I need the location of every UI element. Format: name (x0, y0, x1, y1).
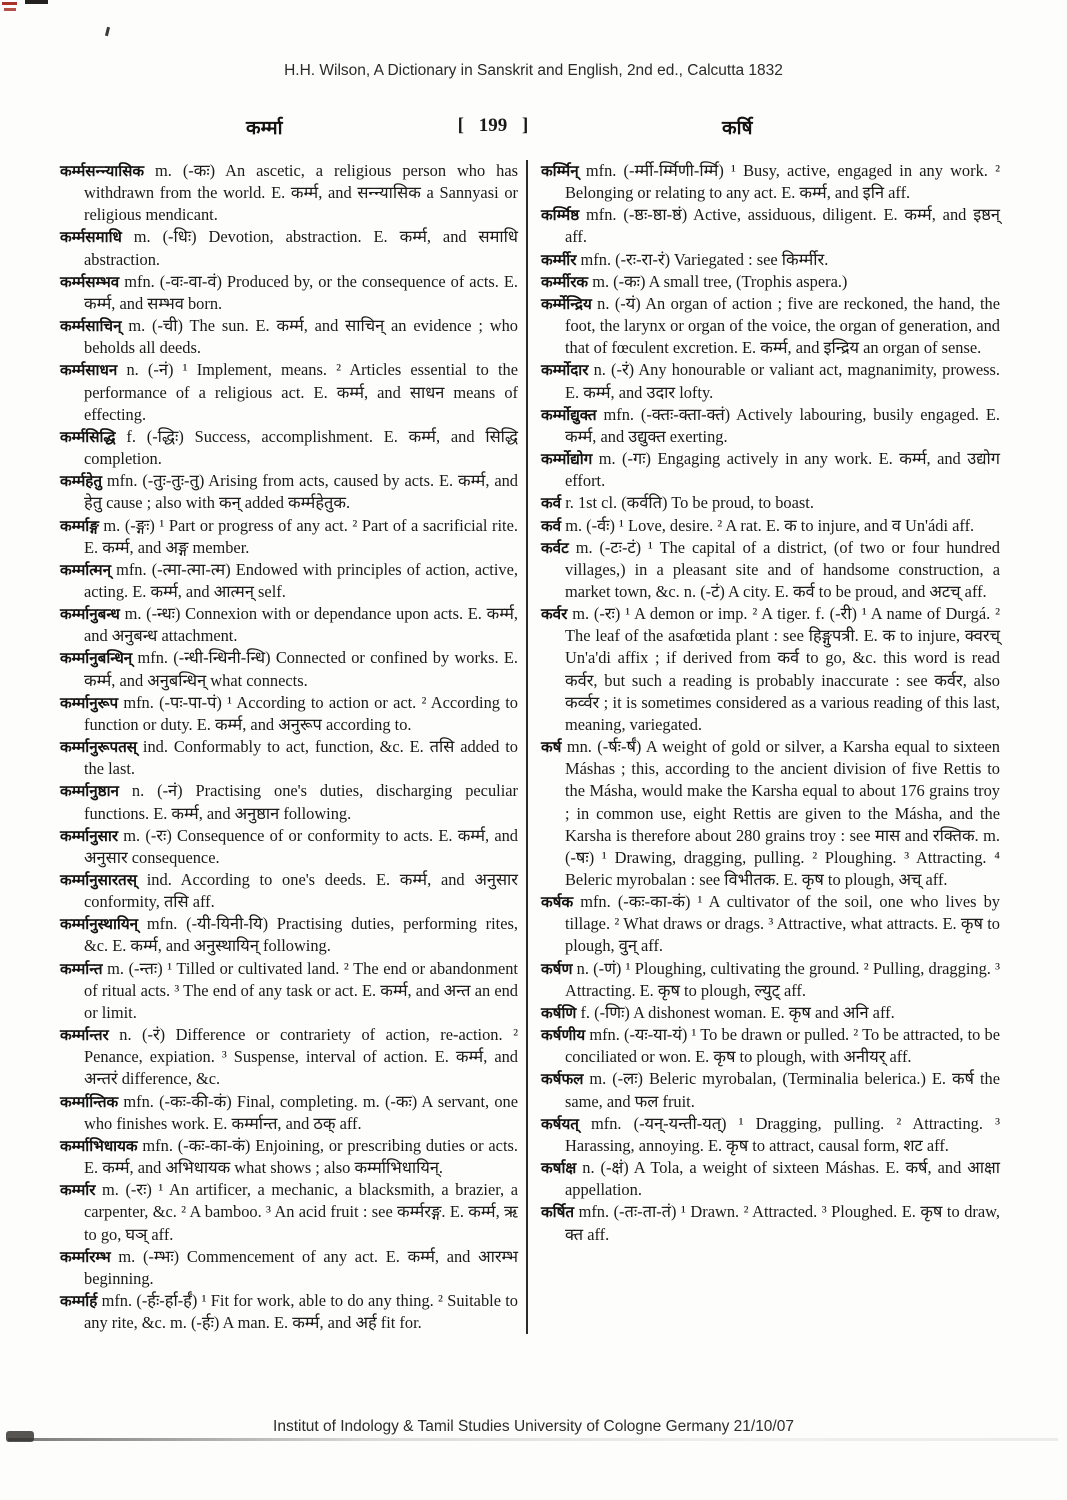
dictionary-entry (541, 160, 1000, 204)
dictionary-entry (60, 1135, 518, 1179)
entry-body: m. (-रः) Consequence of or conformity to acts. E. कर्म्म, and अनुसार consequence. (84, 825, 518, 867)
entry-body: ind. Conformably to act, function, &c. E. तसि added to the last. (84, 737, 518, 779)
dictionary-entry (541, 1113, 1000, 1157)
page-number: [ 199 ] (457, 115, 529, 136)
entry-body: m. (-धिः) Devotion, abstraction. E. कर्म्म, and समाधि abstraction. (84, 227, 518, 269)
entry-body: mfn. (-यी-यिनी-यि) Practising duties, performing rites, &c. E. कर्म्म, and अनुस्थायिन् following. (84, 914, 518, 956)
dictionary-entry (60, 559, 518, 603)
dictionary-entry (60, 780, 518, 824)
dictionary-entry (541, 271, 1000, 293)
entry-body: mfn. (-र्हः-र्हा-र्हं) ¹ Fit for work, able to do any thing. ² Suitable to any rite, &c. m. (-र्हः) A man. E. कर्म्म, and अर्ह fit for. (84, 1290, 518, 1333)
entry-headword: कर्म्मार्ह (60, 1291, 98, 1310)
entry-body: n. (-नं) Practising one's duties, discharging peculiar functions. E. कर्म्म, and अनुष्ठान following. (84, 781, 518, 823)
scan-artifact-dash (25, 0, 48, 4)
entry-headword: कर्वट (541, 538, 569, 557)
scan-caption-footer: Institut of Indology & Tamil Studies University of Cologne Germany 21/10/07 (273, 1418, 794, 1435)
entry-headword: कर्षक (541, 893, 574, 912)
entry-headword: कर्म्मान्तर (60, 1026, 109, 1045)
scan-artifact-smudge-line (8, 1438, 1058, 1441)
dictionary-entry (541, 603, 1000, 736)
entry-body: n. (-रं) Difference or contrariety of action, re-action. ² Penance, expiation. ³ Suspense, interval of action. E. कर्म्म, and अन्तरं difference, &c. (84, 1025, 518, 1089)
entry-headword: कर्म्मसम्भव (60, 272, 120, 291)
entry-body: n. (-यं) An organ of action ; five are reckoned, the hand, the foot, the larynx or organ of the voice, the organ of generation, and that of fœculent excretion. E. कर्म्म, and इन्द्रिय an organ of sense. (565, 293, 1000, 358)
dictionary-entry (541, 958, 1000, 1002)
dictionary-entry (541, 537, 1000, 603)
entry-body: m. (-म्भः) Commencement of any act. E. कर्म्म, and आरम्भ beginning. (84, 1246, 518, 1288)
dictionary-entry (60, 359, 518, 425)
dictionary-entry (541, 492, 1000, 514)
entry-body: m. (-लः) Beleric myrobalan, (Terminalia belerica.) E. कर्ष the same, and फल fruit. (565, 1069, 1000, 1111)
entry-body: mfn. (-कः-का-कं) Enjoining, or prescribing duties or acts. E. कर्म्म, and अभिधायक what shows ; also कर्म्माभिधायिन्. (84, 1135, 518, 1178)
dictionary-entry (541, 891, 1000, 957)
entry-body: m. (-टः-टं) ¹ The capital of a district, (of two or four hundred villages,) in a pleasant site and of handsome construction, a market town, &c. n. (-टं) A city. E. कर्व to be proud, and अटच् aff. (565, 537, 1000, 601)
entry-headword: कर्म्मीर (541, 250, 577, 269)
entry-body: mn. (-र्षः-र्षं) A weight of gold or silver, a Karsha equal to sixteen Máshas ; this, according to the ancient division of five Rettis to the Másha, would make the Karsha equal to about 176 grains troy ; in common use, eight Rettis are given to the Másha, and the Karsha is therefore about 280 grains troy : see मास and रक्तिक. m. (-षः) ¹ Drawing, dragging, pulling. ² Ploughing. ³ Attracting. ⁴ Beleric myrobalan : see विभीतक. E. कृष to plough, अच् aff. (561, 737, 1000, 889)
entry-headword: कर्म्मानुबन्ध (60, 605, 120, 624)
dictionary-entry (60, 160, 518, 226)
dictionary-entry (60, 692, 518, 736)
dictionary-entry (541, 359, 1000, 403)
entry-body: mfn. (-कः-का-कं) ¹ A cultivator of the soil, one who lives by tillage. ² What draws or drags. ³ Attractive, what attracts. E. कृष to plough, वुन् aff. (565, 892, 1000, 956)
entry-headword: कर्म्मोद्योग (541, 450, 593, 469)
entry-headword: कर्षफल (541, 1070, 584, 1089)
dictionary-body (60, 160, 1000, 1334)
entry-headword: कर्म्मानुबन्धिन् (60, 649, 133, 668)
dictionary-entry (541, 736, 1000, 891)
entry-body: mfn. (-क्तः-क्ता-क्तं) Actively labouring, busily engaged. E. कर्म्म, and उद्युक्त exerting. (565, 404, 1000, 446)
entry-body: mfn. (-पः-पा-पं) ¹ According to action or act. ² According to function or duty. E. कर्म्म, and अनुरूप according to. (84, 692, 518, 734)
entry-body: m. (-कः) A small tree, (Trophis aspera.) (588, 271, 848, 291)
entry-body: mfn. (-वः-वा-वं) Produced by, or the consequence of acts. E. कर्म्म, and सम्भव born. (84, 271, 518, 313)
entry-headword: कर्म्माङ्ग (60, 516, 99, 535)
entry-body: m. (-ची) The sun. E. कर्म्म, and साचिन् an evidence ; who beholds all deeds. (84, 316, 518, 358)
dictionary-entry (541, 204, 1000, 248)
dictionary-entry (541, 1024, 1000, 1068)
entry-body: m. (-रः) ¹ An artificer, a mechanic, a blacksmith, a brazier, a carpenter, &c. ² A bamboo. ³ An acid fruit : see कर्म्मरङ्ग. E. कर्म्म, ऋ to go, घञ् aff. (84, 1180, 518, 1244)
dictionary-entry (60, 1024, 518, 1090)
dictionary-entry (541, 1157, 1000, 1201)
entry-headword: कर्म्मानुरूप (60, 693, 119, 712)
dictionary-entry (60, 869, 518, 913)
entry-headword: कर्षित (541, 1203, 575, 1222)
entry-headword: कर्म्मीरक (541, 272, 589, 291)
dictionary-entry (541, 1201, 1000, 1245)
entry-headword: कर्म्मसन्न्यासिक (60, 162, 145, 180)
dictionary-entry (541, 404, 1000, 448)
dictionary-entry (541, 1068, 1000, 1112)
entry-headword: कर्म्मसाधन (60, 361, 118, 380)
red-pen-mark (2, 2, 17, 5)
entry-headword: कर्म्महेतु (60, 472, 103, 491)
entry-body: f. (-णिः) A dishonest woman. E. कृष and अनि aff. (576, 1002, 895, 1022)
running-headword-left: कर्म्मा (246, 117, 283, 139)
entry-headword: कर्ष (541, 738, 562, 757)
dictionary-entry (60, 315, 518, 359)
entry-body: mfn. (-त्मा-त्मा-त्म) Endowed with principles of action, active, acting. E. कर्म्म, and आत्मन् self. (84, 559, 518, 601)
running-headword-right: कर्षि (722, 117, 753, 139)
entry-headword: कर्म्मानुस्थायिन् (60, 915, 139, 934)
entry-headword: कर्म्मोद्युक्त (541, 405, 597, 424)
entry-body: mfn. (-तुः-तुः-तु) Arising from acts, caused by acts. E. कर्म्म, and हेतु cause ; also with कन् added कर्म्महेतुक. (84, 471, 518, 513)
scan-artifact-speck (105, 27, 110, 36)
entry-headword: कर्व (541, 516, 562, 535)
entry-headword: कर्म्मार (60, 1181, 96, 1200)
entry-headword: कर्षणि (541, 1003, 577, 1022)
entry-headword: कर्म्मसिद्धि (60, 427, 116, 446)
entry-body: r. 1st cl. (कर्वति) To be proud, to boast. (561, 493, 814, 513)
entry-headword: कर्षयत् (541, 1114, 579, 1133)
dictionary-entry (60, 1246, 518, 1290)
entry-headword: कर्म्मेन्द्रिय (541, 294, 592, 313)
dictionary-entry (60, 515, 518, 559)
dictionary-entry (60, 736, 518, 780)
entry-body: mfn. (-न्धी-न्धिनी-न्धि) Connected or confined by works. E. कर्म्म, and अनुबन्धिन् what connects. (84, 648, 518, 690)
dictionary-entry (60, 1290, 518, 1334)
entry-body: f. (-द्धिः) Success, accomplishment. E. कर्म्म, and सिद्धि completion. (84, 426, 518, 469)
entry-body: n. (-नं) ¹ Implement, means. ² Articles essential to the performance of a religious act. E. कर्म्म, and साधन means of effecting. (84, 360, 518, 424)
entry-headword: कर्म्मसाचिन् (60, 317, 122, 336)
entry-body: mfn. (-यः-या-यं) ¹ To be drawn or pulled. ² To be attracted, to be conciliated or won. E. कृष to plough, with अनीयर् aff. (565, 1025, 1000, 1067)
entry-headword: कर्म्मानुष्ठान (60, 782, 119, 801)
dictionary-entry (60, 603, 518, 647)
entry-headword: कर्म्मानुसार (60, 826, 119, 845)
entry-body: n. (-रं) Any honourable or valiant act, magnanimity, prowess. E. कर्म्म, and उदार lofty. (565, 360, 1000, 402)
entry-headword: कर्म्मोदार (541, 361, 589, 380)
right-column (526, 160, 1000, 1334)
entry-headword: कर्षणीय (541, 1026, 586, 1045)
entry-headword: कर्म्मिष्ठ (541, 206, 580, 225)
dictionary-entry (60, 913, 518, 957)
entry-headword: कर्म्माभिधायक (60, 1136, 138, 1155)
entry-body: mfn. (-तः-ता-तं) ¹ Drawn. ² Attracted. ³ Ploughed. E. कृष to draw, क्त aff. (565, 1202, 1000, 1244)
entry-headword: कर्वर (541, 605, 568, 624)
left-column (60, 160, 526, 1334)
entry-body: mfn. (-र्म्मी-र्म्मिणी-र्म्मि) ¹ Busy, active, engaged in any work. ² Belonging or relating to any act. E. कर्म्म, and इनि aff. (565, 161, 1000, 203)
dictionary-entry (541, 448, 1000, 492)
dictionary-entry (541, 515, 1000, 537)
entry-headword: कर्षाक्ष (541, 1159, 577, 1178)
entry-body: mfn. (-यन्-यन्ती-यत्) ¹ Dragging, pulling. ² Attracting. ³ Harassing, annoying. E. कृष to attract, causal form, शट aff. (565, 1113, 1000, 1155)
dictionary-entry (60, 271, 518, 315)
entry-headword: कर्म्मात्मन् (60, 560, 111, 579)
entry-headword: कर्म्मान्त (60, 959, 103, 978)
entry-body: ind. According to one's deeds. E. कर्म्म, and अनुसार conformity, तसि aff. (84, 870, 518, 912)
entry-headword: कर्म्मानुरूपतस् (60, 738, 137, 757)
dictionary-entry (60, 1091, 518, 1135)
dictionary-entry (541, 1002, 1000, 1024)
dictionary-entry (60, 825, 518, 869)
entry-body: n. (-क्षं) A Tola, a weight of sixteen Máshas. E. कर्ष, and आक्षा appellation. (565, 1158, 1000, 1200)
dictionary-entry (60, 958, 518, 1024)
dictionary-entry (60, 470, 518, 514)
red-pen-mark (4, 8, 16, 11)
entry-body: mfn. (-ष्ठः-ष्ठा-ष्ठं) Active, assiduous, diligent. E. कर्म्म, and इष्ठन् aff. (565, 205, 1000, 247)
entry-body: m. (-गः) Engaging actively in any work. E. कर्म्म, and उद्योग effort. (565, 449, 1000, 491)
entry-body: mfn. (-रः-रा-रं) Variegated : see किर्म्मीर. (576, 249, 829, 269)
entry-body: m. (-कः) An ascetic, a religious person who has withdrawn from the world. E. कर्म्म, and सन्न्यासिक a Sannyasi or religious mendicant. (84, 161, 518, 225)
entry-headword: कर्म्मान्तिक (60, 1092, 119, 1111)
entry-headword: कर्म्मसमाधि (60, 228, 122, 247)
page-head (0, 112, 1067, 146)
entry-headword: कर्म्मारम्भ (60, 1247, 111, 1266)
dictionary-entry (60, 426, 518, 470)
scan-caption-header: H.H. Wilson, A Dictionary in Sanskrit and English, 2nd ed., Calcutta 1832 (284, 62, 783, 79)
entry-body: m. (-र्वः) ¹ Love, desire. ² A rat. E. क to injure, and व Un'ádi aff. (561, 515, 975, 535)
entry-body: m. (-न्तः) ¹ Tilled or cultivated land. ² The end or abandonment of ritual acts. ³ The end of any task or act. E. कर्म्म, and अन्त an end or limit. (84, 958, 518, 1022)
entry-headword: कर्षण (541, 959, 573, 978)
dictionary-entry (541, 293, 1000, 359)
entry-body: mfn. (-कः-की-कं) Final, completing. m. (-कः) A servant, one who finishes work. E. कर्म्मान्त, and ठक् aff. (84, 1091, 518, 1133)
dictionary-entry (60, 226, 518, 270)
entry-body: m. (-रः) ¹ A demon or imp. ² A tiger. f. (-री) ¹ A name of Durgá. ² The leaf of the asafœtida plant : see हिङ्गुपत्री. E. क to injure, क्वरच् Un'a'di affix ; if derived from कर्व to go, &c. this word is read कर्वर, but such a reading is probably inaccurate : see कर्वर, also कर्व्वर ; it is sometimes considered as a various reading of this last, meaning, variegated. (565, 604, 1000, 734)
entry-headword: कर्व (541, 494, 562, 513)
entry-headword: कर्म्मानुसारतस् (60, 871, 137, 889)
entry-body: m. (-ङ्गः) ¹ Part or progress of any act. ² Part of a sacrificial rite. E. कर्म्म, and अङ्ग member. (84, 515, 518, 557)
dictionary-entry (60, 1179, 518, 1245)
dictionary-entry (541, 249, 1000, 271)
entry-body: n. (-णं) ¹ Ploughing, cultivating the ground. ² Pulling, dragging. ³ Attracting. E. कृष to plough, ल्युट् aff. (565, 958, 1000, 1000)
entry-body: m. (-न्धः) Connexion with or dependance upon acts. E. कर्म्म, and अनुबन्ध attachment. (84, 604, 518, 646)
entry-headword: कर्म्मिन् (541, 162, 579, 180)
dictionary-entry (60, 647, 518, 691)
